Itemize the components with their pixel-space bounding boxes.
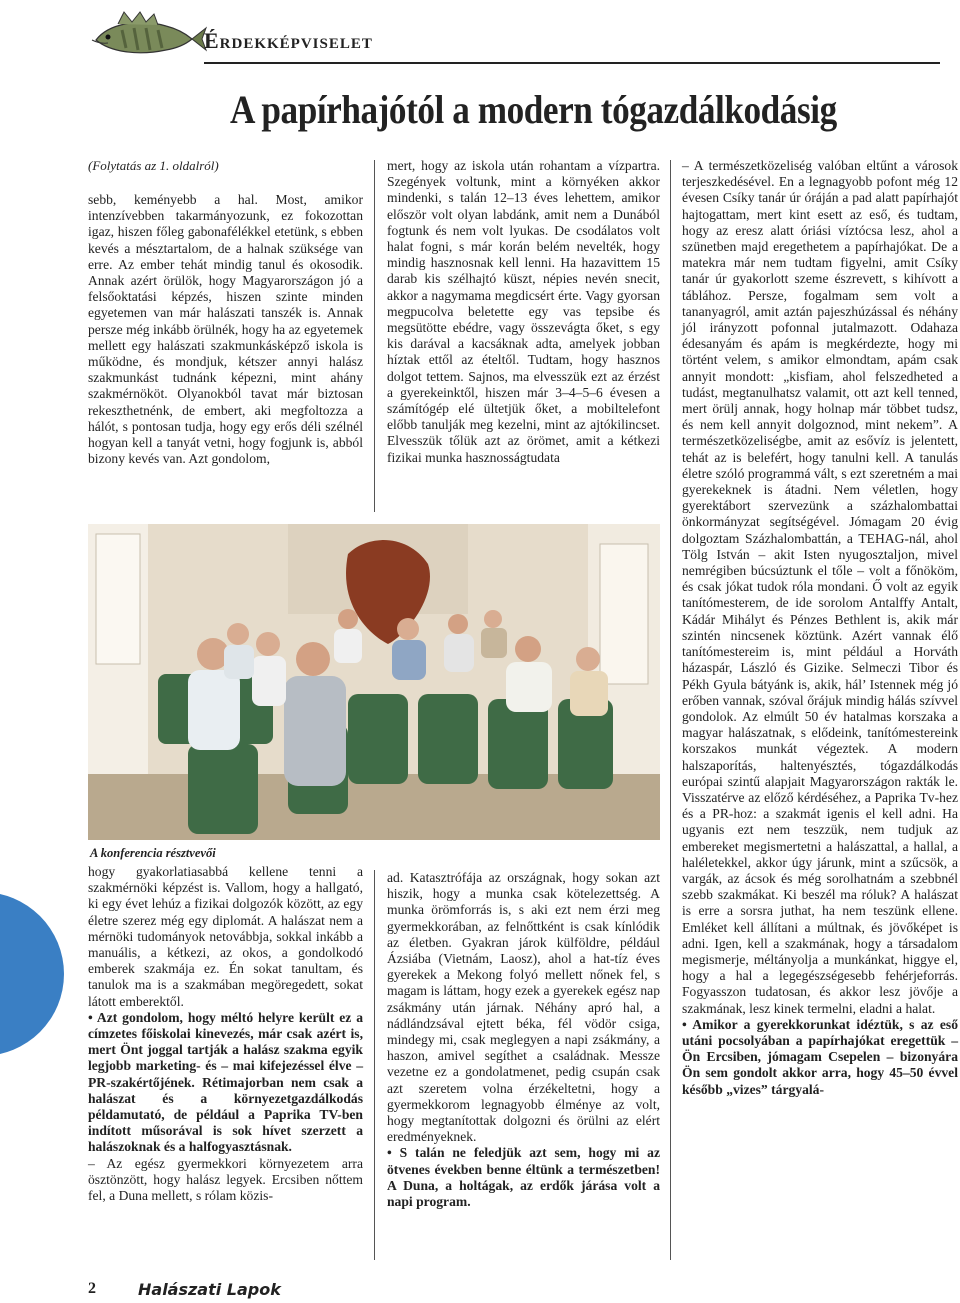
conference-photo <box>88 524 660 840</box>
question-paragraph: • Amikor a gyerekkorunkat idéztük, s az eső utáni pocsolyában a papírhajókat eregettük – Ön Ercsiben, jómagam Csepelen – bizonyára Ön sem gondolt akkor arra, hogy 45–50 évvel később „vizes” tárgyalá- <box>682 1016 958 1097</box>
column-1-top <box>88 192 363 467</box>
paragraph: mert, hogy az iskola után rohantam a vízpartra. Szegények voltunk, mint a környéken akkor mindenki, s talán 12–13 éves lehettem, amikor először volt olyan labdánk, amit nem a Dunából fogtunk és nem volt lyukas. De csodálatos volt halat fogni, s már korán belém nevelték, hogy mindig hasznosnak kell lenni. Ha hazavittem 15 darab kis szélhajtó küszt, népies nevén snecit, akkor a nagymama megdicsért érte. Vagy gyorsan megpucolva beletette egy vas tepsibe és megsütötte ebédre, vagy összevágta őket, s egy kis darával a kacsáknak adta, amelyek jobban híztak ettől az ételtől. Tudtam, hogy hasznos dolgot tettem. Sajnos, ma elvesszük ezt az érzést a gyerekeinktől, hiszen már 3–4–5–6 évesen a számítógép elé ültetjük őket, a mobiltelefont előbb tanulják meg kezelni, mint az ajtókilincset. Elvesszük tőlük azt az örömet, amit a kétkezi fizikai munka hasznosságtudata <box>387 158 660 465</box>
question-paragraph: • Azt gondolom, hogy méltó helyre került ez a címzetes főiskolai kinevezés, már csak azért is, mert Önt joggal tartják a halász szakma egyik legjobb marketing- és – mai kifejezéssel élve – PR-szakértőjének. Rétimajorban nem csak a halászat és a környezetgazdálkodás példamutató, de például a Paprika TV-ben indított műsorával is sok hívet szerzett a halászoknak és a halfogyasztásnak. <box>88 1009 363 1155</box>
section-label: Érdekképviselet <box>204 28 373 53</box>
article-headline: A papírhajótól a modern tógazdálkodásig <box>230 87 837 132</box>
paragraph: – A természetközeliség valóban eltűnt a városok terjeszkedésével. En a legnagyobb pofont még 12 évesen Csíky tanár úr óráján a pad alatt papírhajót hajtogattam, mert kint esett az eső, és tudtam, hogy az eresz alatt óriási víztócsa lesz, ahol a szünetben majd eregethetem a papírhajókat. De a matekra már nem tudtam figyelni, amit Csíky tanár úr gyakorlott szeme észrevett, s kihívott a táblához. Persze, fogalmam sem volt a tananyagról, amit aztán pajeszhúzással és néhány jól irányzott pofonnal jutalmazott. Odahaza édesanyám és apám is megkérdezte, hogy mi történt velem, s amikor elmondtam, apám csak annyit mondott: „kisfiam, ahol felszedheted a tudást, megtanulhatsz valamit, ott azt kell tenned, mert örülj annak, hogy holnap már többet tudsz, és nem kell annyit dolgoznod, mint nekem”. A természetközeliségbe, amit az esővíz is jelentett, tehát az is belefért, hogy tanulni kell. A tanulás életre szóló programmá vált, s ezt szeretném a mai gyerekeknek is átadni. Nem véletlen, hogy gyerektábort szervezünk a százhalombattai önkormányzat segítségével. Jómagam 20 évig dolgoztam Százhalombattán, a TEHAG-nál, ahol Tölg István – akit Isten nyugosztaljon, mivel nemrégiben búcsúztunk el tőle – volt a főnököm, és csak jókat tudok róla mondani. Ő volt az egyik tanítómesterem, de ide sorolom Antalffy Antalt, Kádár Mihályt és Pénzes Bethlent is, akik már szintén nincsenek köztünk. Azért vannak élő tanítómestereim is, mint például a Horváth házaspár, László és Gizike. Selmeczi Tibor és Pékh Gyula bátyánk is, akik, hál’ Istennek még jó erőben vannak, szóval őrájuk mindig hálás szívvel gondolok. Az elmúlt 50 év hatalmas korszaka a magyar halászatnak, s elődeink, tanítómestereink korszakos munkát végeztek. A modern halszaporítás, haltenyésztés, tógazdálkodás európai szintű alapjait Magyarországon rakták le. Visszatérve az előző kérdéséhez, a Paprika Tv-hez és a PR-hoz: a szakmát igenis el kell adni. Ha ugyanis ezt nem teszzük, nem tudjuk az embereket megismertetni a halászattal, a hallal, a haléletekkel, akkor úgy járunk, mint a szűcsök, a vargák, az ácsok és még sorolhatnám a szebbnél szebb szakmákat. Ki beszél ma róluk? A halászat is erre a sorsra juthat, ha nem teszünk ellene. Emléket kell állítani a múltnak, és jövőképet is adni. Igen, kell a szakmának, hogy a társadalom megismerje, méltányolja a munkánkat, higgye el, hogy a hal a legegészségesebb fehérjeforrás. Fogyasszon tudatosan, és akkor lesz jövője a szakmának, lesz kinek termelni, eladni a halat. <box>682 158 958 1016</box>
fish-logo-icon <box>88 6 208 68</box>
question-paragraph: • S talán ne feledjük azt sem, hogy mi az ötvenes években benne éltünk a természetben! A Duna, a holtágak, az erdők járása volt a napi program. <box>387 1145 660 1210</box>
paragraph: – Az egész gyermekkori környezetem arra ösztönzött, hogy halász legyek. Ercsiben nőttem fel, a Duna mellett, s rólam közis- <box>88 1155 363 1204</box>
column-2-top <box>387 158 660 466</box>
column-rule <box>374 870 375 1260</box>
column-2-bottom <box>387 870 660 1210</box>
journal-name: Halászati Lapok <box>138 1280 281 1299</box>
header-rule <box>204 62 940 64</box>
paragraph: sebb, keményebb a hal. Most, amikor intenzívebben takarmányozunk, ez fokozottan igaz, hiszen főleg gabonafélékkel etetünk, s ebben kevés a mésztartalom, de a halnak szüksége van erre. Az ember tehát mindig tanul és okosodik. Annak azért örülök, hogy Magyarországon jó a felsőoktatási képzés, hiszen szinte minden egyetemen van már halászati tanszék is. Annak persze még inkább örülnék, hogy ha az egyetemek mellett egy halászati szakmunkásképző iskola is működne, és mondjuk, kétszer annyi halász szakmunkást tudnánk képezni, mint ahány szakmérnököt. Olyanokból tavat már biztosan rekeszthetnénk, de embert, aki megfoltozza a hálót, s pontosan tudja, hogy egy erős déli szélnél hogyan kell a tanyát vetni, hogy fogjunk is, abból bizony kevés van. Azt gondolom, <box>88 192 363 467</box>
column-rule <box>374 160 375 512</box>
paragraph: hogy gyakorlatiasabbá kellene tenni a szakmérnöki képzést is. Vallom, hogy a hallgató, ki egy évet lehúz a fizikai dolgozók között, az egy életre szerez még egy diplomát. A halászat nem a mérnöki tudományok netovábbja, sokkal inkább a manuális, a kétkezi, az okos, a gondolkodó emberek szakmája ez. Én sokat tanultam, és tanulok ma is a szakmában megöregedett, sokat látott emberektől. <box>88 864 363 1009</box>
column-3 <box>682 158 958 1098</box>
photo-caption: A konferencia résztvevői <box>90 846 216 860</box>
column-rule <box>670 160 671 1260</box>
paragraph: ad. Katasztrófája az országnak, hogy sokan azt hiszik, hogy a munka csak kötelezettség. A munka örömforrás is, s aki ezt nem érzi meg gyermekkorában, az felnőttként is csak kínlódik az életben. Gyakran járok külföldre, például Ázsiába (Vietnám, Laosz), ahol a hat-tíz éves gyerekek a Mekong folyó mellett nőnek fel, s magam is láttam, hogy ezek a gyerekek egész nap zsákmány után járnak. Néhány apró hal, a nádlándzsával ejtett béka, fél vödör csiga, mindegy mi, csak meglegyen a napi zsákmány, a haszon, amivel segíthet a családnak. Messze vezetne ez a gondolatmenet, pedig csupán csak azt szeretem volna érzékeltetni, hogy a gyermekkorom legnagyobb élménye az volt, hogy megtanítottak dolgozni és örülni az elért eredményeknek. <box>387 870 660 1145</box>
decorative-circle <box>0 892 64 1056</box>
continuation-note: (Folytatás az 1. oldalról) <box>88 158 219 173</box>
column-1-bottom <box>88 864 363 1204</box>
page-number: 2 <box>88 1280 96 1297</box>
